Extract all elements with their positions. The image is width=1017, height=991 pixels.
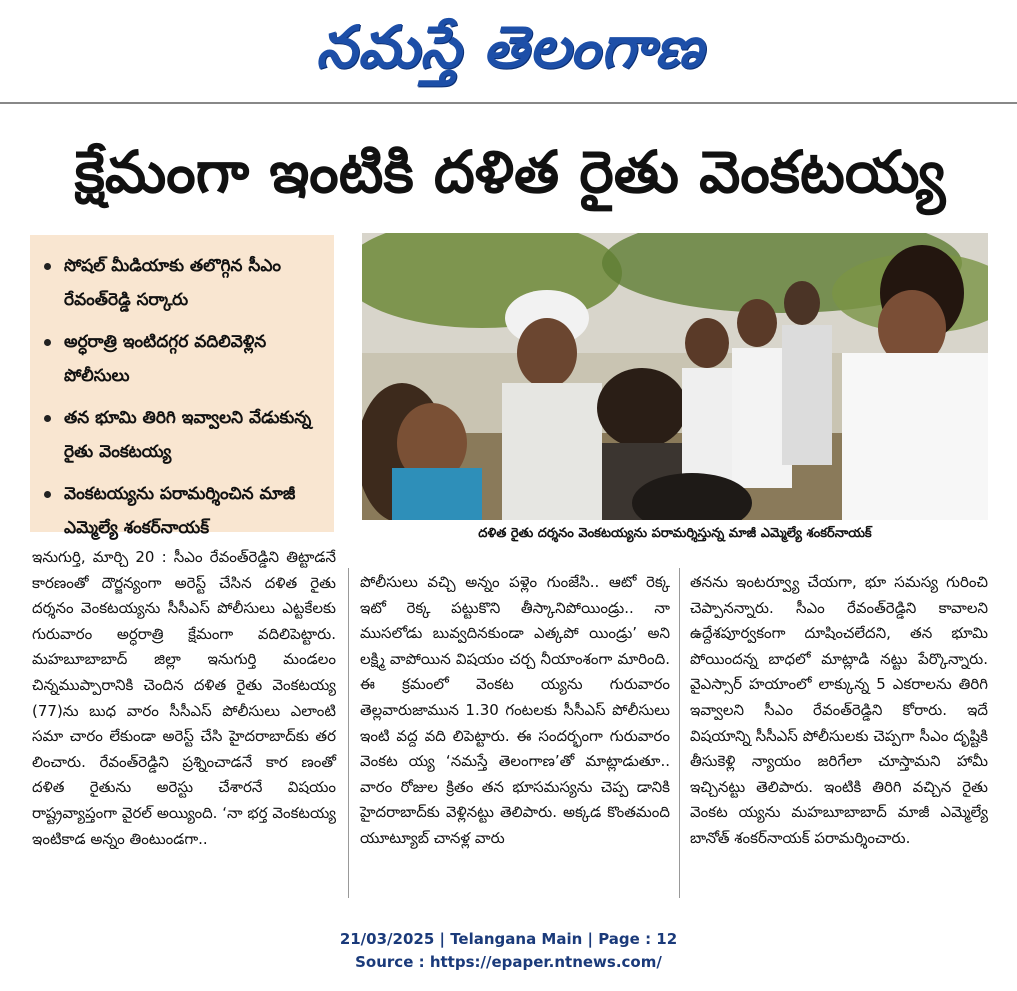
column-divider — [679, 568, 680, 898]
bullet-icon — [44, 491, 51, 498]
news-photo — [362, 233, 988, 520]
column-divider — [348, 568, 349, 898]
highlight-text: అర్ధరాత్రి ఇంటిదగ్గర వదిలివెళ్లిన పోలీసులు — [64, 332, 267, 386]
highlight-text: తన భూమి తిరిగి ఇవ్వాలని వేడుకున్న రైతు వెంకటయ్య — [64, 408, 312, 462]
article-headline: క్షేమంగా ఇంటికి దళిత రైతు వెంకటయ్య — [74, 138, 946, 206]
newspaper-logo: నమస్తే తెలంగాణ — [316, 13, 704, 81]
article-column-1: ఇనుగుర్తి, మార్చి 20 : సీఎం రేవంత్‌రెడ్డిని తిట్టాడనే కారణంతో దౌర్జన్యంగా అరెస్ట్ చేసిన దళిత రైతు దర్శనం వెంకటయ్యను సీసీఎస్ పోలీసులు ఎట్టకేలకు గురువారం అర్ధరాత్రి క్షేమంగా వదిలిపెట్టారు. మహబూబాబాద్ జిల్లా ఇనుగుర్తి మండలం చిన్నముప్పారానికి చెందిన దళిత రైతు వెంకటయ్య (77)ను బుధ వారం సీసీఎస్ పోలీసులు ఎలాంటి సమా చారం లేకుండా అరెస్ట్ చేసి హైదరాబాద్‌కు తర లించారు. రేవంత్‌రెడ్డిని ప్రశ్నించాడనే కార ణంతో దళిత రైతును అరెస్టు చేశారనే విషయం రాష్ట్రవ్యాప్తంగా వైరల్ అయ్యింది. ‘నా భర్త వెంకటయ్య ఇంటికాడ అన్నం తింటుండగా.. — [32, 548, 336, 848]
highlights-box — [30, 235, 334, 538]
highlight-item — [44, 325, 326, 393]
footer-date-page: 21/03/2025 | Telangana Main | Page : 12 — [339, 930, 678, 948]
photo-illustration — [362, 233, 988, 520]
article-column-3: తనను ఇంటర్వ్యూ చేయగా, భూ సమస్య గురించి చెప్పానన్నారు. సీఎం రేవంత్‌రెడ్డిని కావాలని ఉద్దేశపూర్వకంగా దూషించలేదని, తన భూమి పోయిందన్న బాధలో మాట్లాడి నట్టు పేర్కొన్నారు. వైఎస్సార్ హయాంలో లాక్కున్న 5 ఎకరాలను తిరిగి ఇవ్వాలని సీఎం రేవంత్‌రెడ్డిని కోరారు. ఇదే విషయాన్ని సీసీఎస్ పోలీసులకు చెప్పగా సీఎం దృష్టికి తీసుకెళ్లి న్యాయం జరిగేలా చూస్తామని హామీ ఇచ్చినట్టు తెలిపారు. ఇంటికి తిరిగి వచ్చిన రైతు వెంకట య్యను మహబూబాబాద్ మాజీ ఎమ్మెల్యే బానోత్ శంకర్‌నాయక్ పరామర్శించారు. — [690, 573, 988, 847]
bullet-icon — [44, 339, 51, 346]
highlight-item — [44, 401, 326, 469]
masthead-divider — [0, 102, 1017, 104]
highlight-text: వెంకటయ్యను పరామర్శించిన మాజీ ఎమ్మెల్యే శంకర్‌నాయక్ — [64, 484, 296, 538]
bullet-icon — [44, 263, 51, 270]
highlight-item — [44, 249, 326, 317]
highlight-text: సోషల్ మీడియాకు తలొగ్గిన సీఎం రేవంత్‌రెడ్డి సర్కారు — [64, 256, 282, 310]
masthead — [0, 0, 1017, 100]
highlight-item — [44, 477, 326, 545]
article-column-2: పోలీసులు వచ్చి అన్నం పళ్లెం గుంజేసి.. ఆటో రెక్క ఇటో రెక్క పట్టుకొని తీస్కానిపోయిండ్రు.. నా ముసలోడు బువ్వదినకుండా ఎత్కపో యిండ్రు’ అని లక్ష్మి వాపోయిన విషయం చర్చ నీయాంశంగా మారింది. ఈ క్రమంలో వెంకట య్యను గురువారం తెల్లవారుజామున 1.30 గంటలకు సీసీఎస్ పోలీసులు ఇంటి వద్ద వది లిపెట్టారు. ఈ సందర్భంగా గురువారం వెంకట య్య ‘నమస్తే తెలంగాణ’తో మాట్లాడుతూ.. వారం రోజుల క్రితం తన భూసమస్యను చెప్ప డానికి హైదరాబాద్‌కు వెళ్లినట్టు తెలిపారు. అక్కడ కొంతమంది యూట్యూబ్ చానళ్ల వారు — [360, 573, 670, 847]
bullet-icon — [44, 415, 51, 422]
footer-source: Source : https://epaper.ntnews.com/ — [355, 953, 662, 971]
photo-caption: దళిత రైతు దర్శనం వెంకటయ్యను పరామర్శిస్తున్న మాజీ ఎమ్మెల్యే శంకర్‌నాయక్ — [478, 526, 872, 541]
